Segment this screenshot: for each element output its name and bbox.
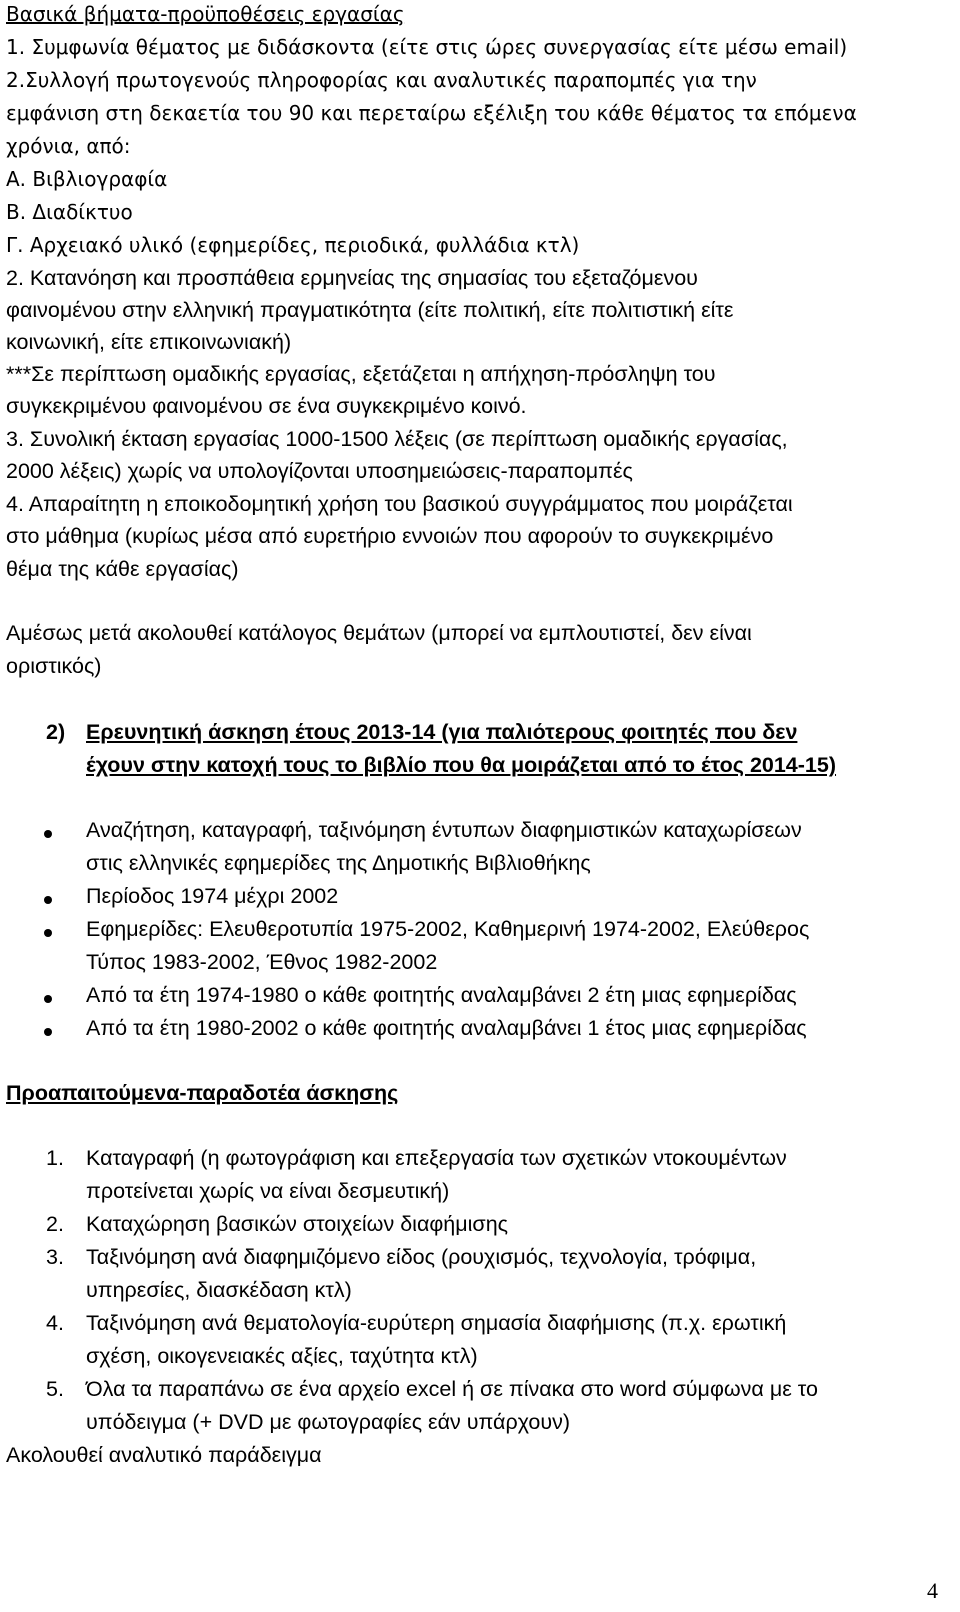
- topic-number: 2): [46, 720, 66, 744]
- topic-title-line: Ερευνητική άσκηση έτους 2013-14 (για παλιότερους φοιτητές που δεν: [86, 720, 798, 744]
- item-text: προτείνεται χωρίς να είναι δεσμευτική): [86, 1179, 450, 1203]
- text-line: Α. Βιβλιογραφία: [6, 167, 168, 191]
- item-number: 4.: [46, 1311, 64, 1335]
- text-line: 2.Συλλογή πρωτογενούς πληροφορίας και αναλυτικές παραπομπές για την: [6, 68, 757, 92]
- item-number: 1.: [46, 1146, 64, 1170]
- text-line: εμφάνιση στη δεκαετία του 90 και περεταίρω εξέλιξη του κάθε θέματος τα επόμενα: [6, 101, 857, 125]
- bullet-text: Περίοδος 1974 μέχρι 2002: [86, 884, 339, 908]
- item-text: Ταξινόμηση ανά διαφημιζόμενο είδος (ρουχισμός, τεχνολογία, τρόφιμα,: [86, 1245, 757, 1269]
- intro-line: Αμέσως μετά ακολουθεί κατάλογος θεμάτων (μπορεί να εμπλουτιστεί, δεν είναι: [6, 621, 752, 645]
- text-line: Β. Διαδίκτυο: [6, 200, 133, 224]
- text-line: θέμα της κάθε εργασίας): [6, 557, 239, 581]
- item-text: υπόδειγμα (+ DVD με φωτογραφίες εάν υπάρχουν): [86, 1410, 571, 1434]
- bullet-text: Τύπος 1983-2002, Έθνος 1982-2002: [86, 950, 438, 974]
- item-text: Καταχώρηση βασικών στοιχείων διαφήμισης: [86, 1212, 509, 1236]
- topic-title-line: έχουν στην κατοχή τους το βιβλίο που θα μοιράζεται από το έτος 2014-15): [86, 753, 837, 777]
- text-line: Γ. Αρχειακό υλικό (εφημερίδες, περιοδικά, φυλλάδια κτλ): [6, 233, 580, 257]
- text-line: φαινομένου στην ελληνική πραγματικότητα (είτε πολιτική, είτε πολιτιστική είτε: [6, 298, 734, 322]
- item-text: Όλα τα παραπάνω σε ένα αρχείο excel ή σε πίνακα στο word σύμφωνα με το: [86, 1377, 818, 1401]
- item-text: υπηρεσίες, διασκέδαση κτλ): [86, 1278, 352, 1302]
- bullet-icon: [44, 929, 52, 937]
- deliverables-heading: Προαπαιτούμενα-παραδοτέα άσκησης: [6, 1081, 399, 1105]
- bullet-text: Αναζήτηση, καταγραφή, ταξινόμηση έντυπων διαφημιστικών καταχωρίσεων: [86, 818, 802, 842]
- text-line: κοινωνική, είτε επικοινωνιακή): [6, 330, 292, 354]
- bullet-text: στις ελληνικές εφημερίδες της Δημοτικής Βιβλιοθήκης: [86, 851, 591, 875]
- page-number: 4: [927, 1578, 938, 1603]
- section-heading: Βασικά βήματα-προϋποθέσεις εργασίας: [6, 2, 405, 26]
- text-line: 2. Κατανόηση και προσπάθεια ερμηνείας της σημασίας του εξεταζόμενου: [6, 266, 698, 290]
- bullet-icon: [44, 896, 52, 904]
- bullet-icon: [44, 995, 52, 1003]
- item-text: σχέση, οικογενειακές αξίες, ταχύτητα κτλ): [86, 1344, 478, 1368]
- text-line: συγκεκριμένου φαινομένου σε ένα συγκεκριμένο κοινό.: [6, 394, 527, 418]
- bullet-icon: [44, 830, 52, 838]
- text-line: 1. Συμφωνία θέματος με διδάσκοντα (είτε στις ώρες συνεργασίας είτε μέσω email): [6, 35, 848, 59]
- bullet-icon: [44, 1028, 52, 1036]
- item-text: Ταξινόμηση ανά θεματολογία-ευρύτερη σημασία διαφήμισης (π.χ. ερωτική: [86, 1311, 787, 1335]
- item-number: 5.: [46, 1377, 64, 1401]
- bullet-text: Εφημερίδες: Ελευθεροτυπία 1975-2002, Καθημερινή 1974-2002, Ελεύθερος: [86, 917, 810, 941]
- bullet-text: Από τα έτη 1980-2002 ο κάθε φοιτητής αναλαμβάνει 1 έτος μιας εφημερίδας: [86, 1016, 807, 1040]
- text-line: 2000 λέξεις) χωρίς να υπολογίζονται υποσημειώσεις-παραπομπές: [6, 459, 633, 483]
- text-line: χρόνια, από:: [6, 134, 131, 158]
- item-text: Καταγραφή (η φωτογράφιση και επεξεργασία των σχετικών ντοκουμέντων: [86, 1146, 787, 1170]
- text-line: 4. Απαραίτητη η εποικοδομητική χρήση του βασικού συγγράμματος που μοιράζεται: [6, 492, 793, 516]
- item-number: 3.: [46, 1245, 64, 1269]
- text-line: 3. Συνολική έκταση εργασίας 1000-1500 λέξεις (σε περίπτωση ομαδικής εργασίας,: [6, 427, 788, 451]
- intro-line: οριστικός): [6, 654, 102, 678]
- bullet-text: Από τα έτη 1974-1980 ο κάθε φοιτητής αναλαμβάνει 2 έτη μιας εφημερίδας: [86, 983, 797, 1007]
- text-line: στο μάθημα (κυρίως μέσα από ευρετήριο εννοιών που αφορούν το συγκεκριμένο: [6, 524, 774, 548]
- text-line: ***Σε περίπτωση ομαδικής εργασίας, εξετάζεται η απήχηση-πρόσληψη του: [6, 362, 716, 386]
- item-number: 2.: [46, 1212, 64, 1236]
- footer-text: Ακολουθεί αναλυτικό παράδειγμα: [6, 1443, 322, 1467]
